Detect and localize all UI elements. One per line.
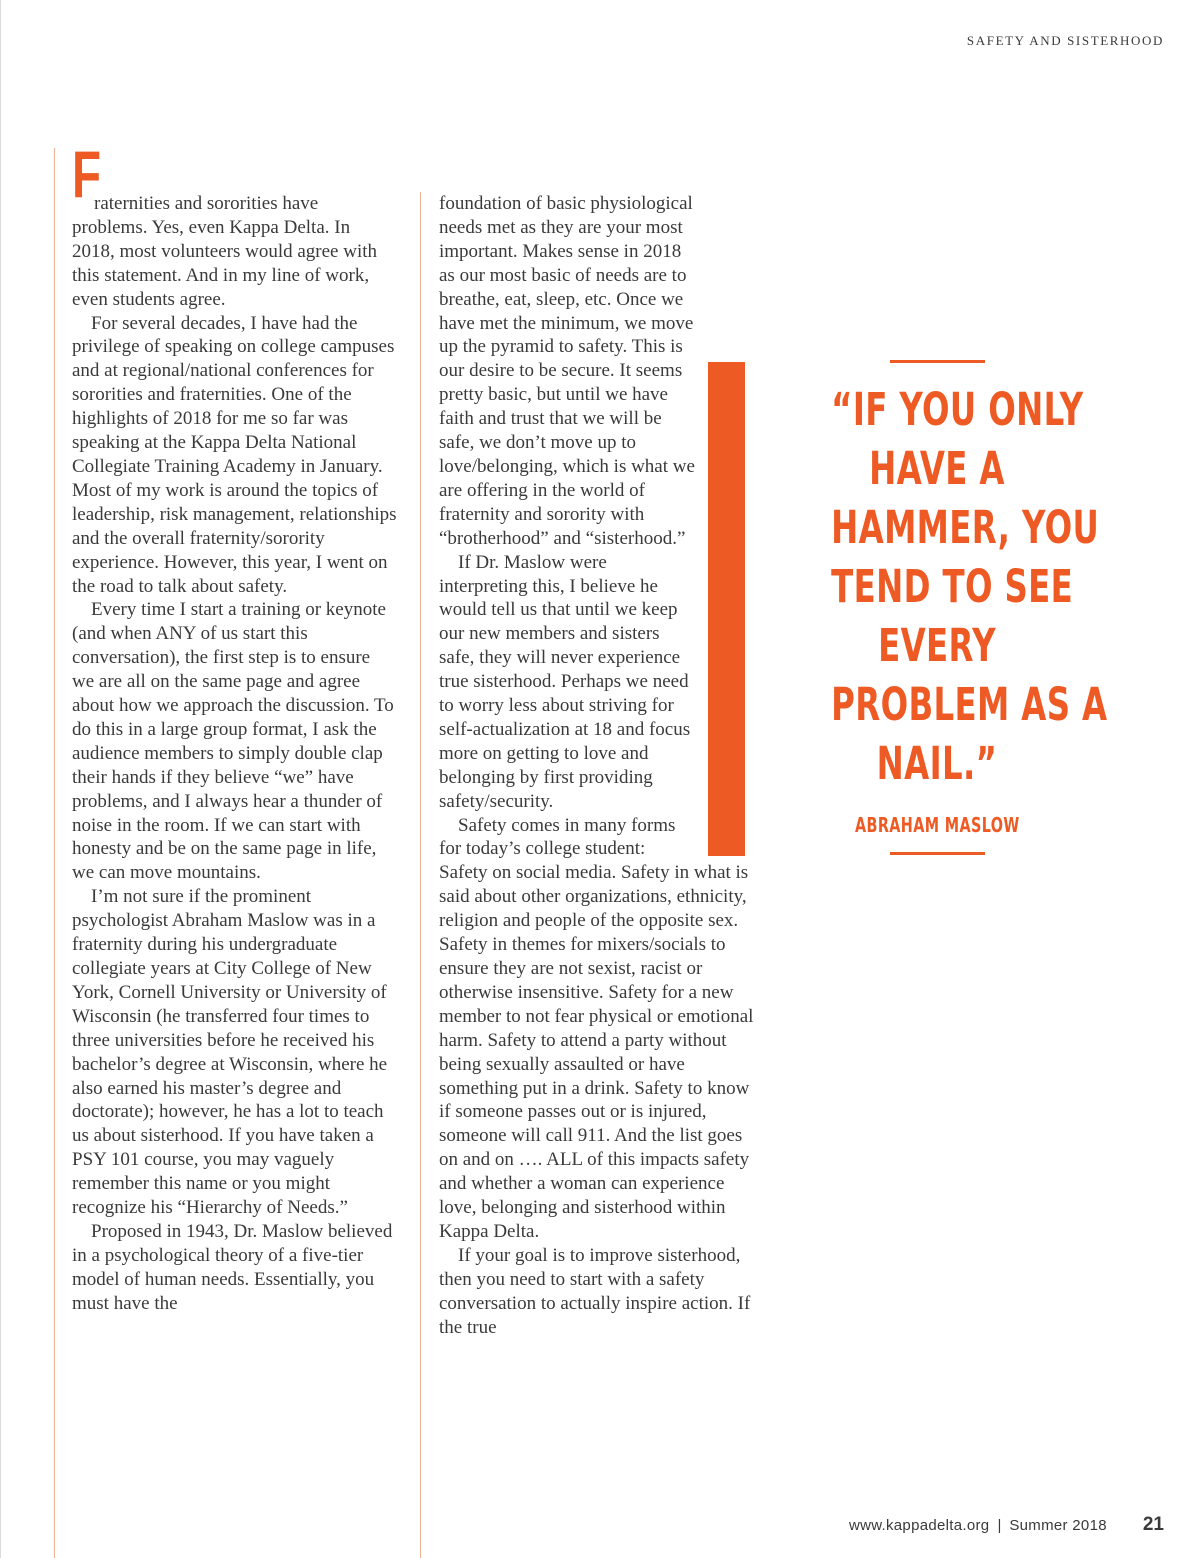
paragraph-text: raternities and sororities have problems. Yes, even Kappa Delta. In 2018, most volunteers would agree with this statement. And in my line of work, even students agree. [72, 193, 378, 310]
body-column-1 [72, 137, 397, 1316]
accent-bar [708, 362, 745, 856]
body-paragraph: Proposed in 1943, Dr. Maslow believed in a psychological theory of a five-tier model of human needs. Essentially, you must have the [72, 1220, 393, 1314]
pull-quote [790, 380, 1108, 793]
page-edge [0, 0, 1, 1558]
pull-quote-line: HAMMER, YOU [831, 501, 1100, 554]
pull-quote-rule-bottom [890, 852, 985, 855]
footer-issue: Summer 2018 [1009, 1517, 1107, 1534]
column-rule-middle [420, 192, 421, 1558]
footer-website: www.kappadelta.org [848, 1517, 990, 1534]
pull-quote-line: TEND TO SEE [831, 560, 1074, 613]
body-paragraph: foundation of basic physiological needs met as they are your most important. Makes sense in 2018 as our most basic of needs are to breathe, eat, sleep, etc. Once we have met the minimum, we move up the pyramid to safety. This is our desire to be secure. It seems pretty basic, but until we have faith and trust that we will be safe, we don’t move up to love/belonging, which is what we are offering in the world of fraternity and sorority with “brotherhood” and “sisterhood.” [439, 193, 695, 549]
pull-quote-line: “IF YOU ONLY [831, 383, 1084, 436]
page-number: 21 [1142, 1514, 1164, 1535]
body-paragraph: If Dr. Maslow were interpreting this, I believe he would tell us that until we keep our new members and sisters safe, they will never experience true sisterhood. Perhaps we need to worry less about striving for self-actualization at 18 and focus more on getting to love and belonging by first providing safety/security. [439, 551, 691, 812]
body-paragraph [72, 137, 397, 312]
body-paragraph: For several decades, I have had the privilege of speaking on college campuses and at regional/national conferences for sororities and fraternities. One of the highlights of 2018 for me so far was speaking at the Kappa Delta National Collegiate Training Academy in January. Most of my work is around the topics of leadership, risk management, relationships and the overall fraternity/sorority experience. However, this year, I went on the road to talk about safety. [72, 312, 397, 597]
pull-quote-line: NAIL.” [876, 737, 998, 790]
page-footer [849, 1514, 1164, 1536]
pull-quote-line: EVERY [878, 619, 996, 672]
body-paragraph: Safety comes in many forms for today’s college student: Safety on social media. Safety in what is said about other organizations, ethnicity, religion and people of the opposite sex. Safety in themes for mixers/socials to ensure they are not sexist, racist or otherwise insensitive. Safety for a new member to not fear physical or emotional harm. Safety to attend a party without being sexually assaulted or have something put in a drink. Safety to know if someone passes out or is injured, someone will call 911. And the list goes on and on …. ALL of this impacts safety and whether a woman can experience love, belonging and sisterhood within Kappa Delta. [439, 814, 754, 1242]
pull-quote-line: PROBLEM AS A [831, 678, 1108, 731]
body-paragraph: Every time I start a training or keynote (and when ANY of us start this conversation), the first step is to ensure we are all on the same page and agree about how we approach the discussion. To do this in a large group format, I ask the audience members to simply double clap their hands if they believe “we” have problems, and I always hear a thunder of noise in the room. If we can start with honesty and be on the same page in life, we can move mountains. [72, 599, 394, 884]
drop-cap: F [72, 137, 102, 211]
pull-quote-attribution [790, 813, 1084, 837]
running-head: SAFETY AND SISTERHOOD [966, 33, 1164, 48]
attribution-text: ABRAHAM MASLOW [854, 813, 1020, 837]
body-paragraph: If your goal is to improve sisterhood, then you need to start with a safety conversation to actually inspire action. If the true [439, 1244, 751, 1338]
column-rule-left [54, 148, 55, 1558]
pull-quote-line: HAVE A [869, 442, 1005, 495]
body-paragraph: I’m not sure if the prominent psychologist Abraham Maslow was in a fraternity during his undergraduate collegiate years at City College of New York, Cornell University or University of Wisconsin (he transferred four times to three universities before he received his bachelor’s degree at Wisconsin, where he also earned his master’s degree and doctorate); however, he has a lot to teach us about sisterhood. If you have taken a PSY 101 course, you may vaguely remember this name or you might recognize his “Hierarchy of Needs.” [72, 886, 388, 1219]
pull-quote-rule-top [890, 360, 985, 363]
footer-separator: | [997, 1517, 1002, 1534]
